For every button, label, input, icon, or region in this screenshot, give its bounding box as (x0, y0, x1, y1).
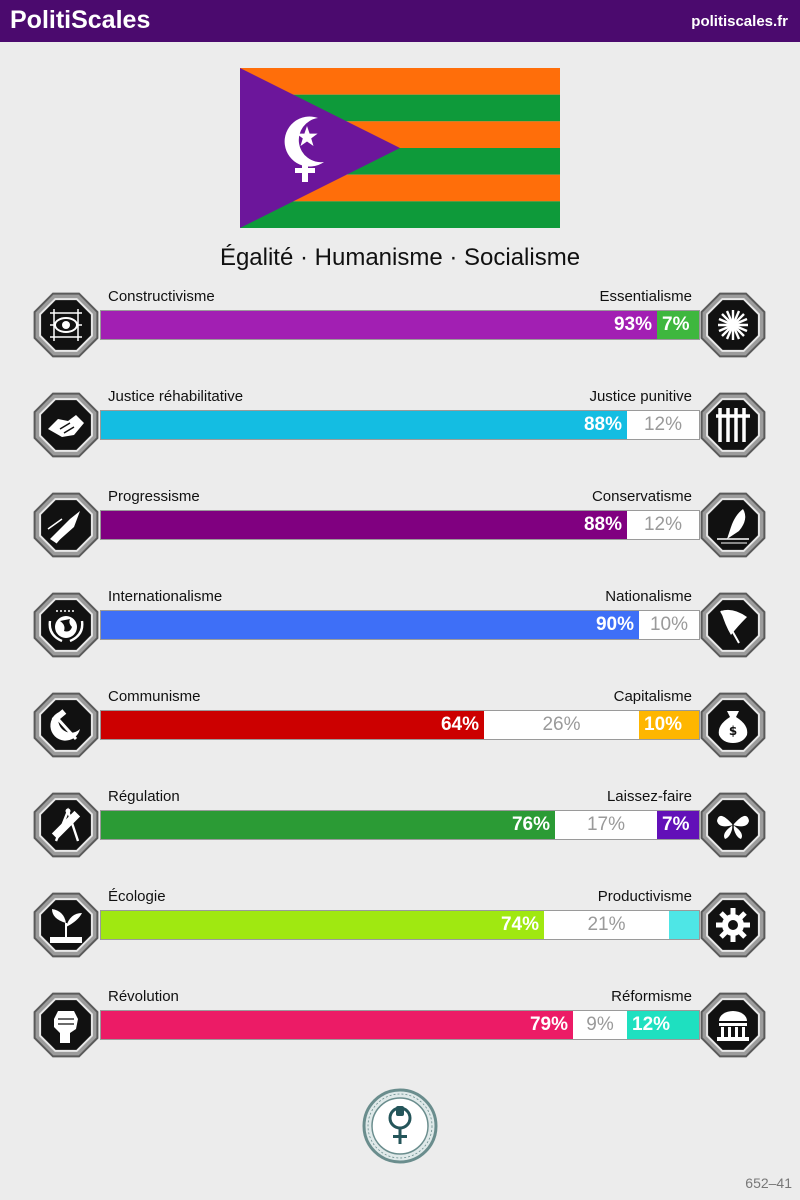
neutral-value-bar: 17% (555, 811, 657, 839)
right-value-bar: 7% (657, 811, 699, 839)
left-value-bar: 90% (101, 611, 639, 639)
brand-title[interactable]: PolitiScales (10, 6, 151, 34)
axis-2 (0, 488, 800, 568)
axis-bar (100, 810, 700, 840)
prison-bars-icon (697, 389, 769, 461)
axis-left-label: Progressisme (108, 488, 200, 505)
axis-right-label: Essentialisme (599, 288, 692, 305)
axis-right-label: Justice punitive (589, 388, 692, 405)
left-value-bar: 88% (101, 411, 627, 439)
left-value-bar: 88% (101, 511, 627, 539)
neutral-value-bar: 12% (627, 411, 699, 439)
neutral-value-bar: 26% (484, 711, 639, 739)
neutral-value-bar: 12% (627, 511, 699, 539)
right-value-bar: 7% (657, 311, 699, 339)
feminism-seal-icon (362, 1088, 438, 1164)
left-value-bar: 79% (101, 1011, 573, 1039)
ruler-compass-icon (30, 789, 102, 861)
axis-7 (0, 988, 800, 1068)
flower-icon (697, 289, 769, 361)
result-code: 652–41 (745, 1175, 792, 1191)
axis-right-label: Conservatisme (591, 488, 692, 505)
quill-icon (697, 489, 769, 561)
header-bar (0, 0, 800, 42)
parliament-icon (697, 989, 769, 1061)
left-value-bar: 76% (101, 811, 555, 839)
axis-left-label: Révolution (108, 988, 179, 1005)
axis-bar (100, 410, 700, 440)
svg-text:$: $ (728, 724, 738, 738)
axis-left-label: Constructivisme (108, 288, 215, 305)
axis-bar (100, 1010, 700, 1040)
axis-bar (100, 510, 700, 540)
neutral-value-bar: 21% (544, 911, 669, 939)
axis-right-label: Capitalisme (613, 688, 692, 705)
axis-bar (100, 310, 700, 340)
neutral-value-bar: 9% (573, 1011, 627, 1039)
left-value-bar: 74% (101, 911, 544, 939)
axis-bar (100, 610, 700, 640)
right-value-bar: 10% (639, 711, 699, 739)
rocket-icon (30, 489, 102, 561)
eye-grid-icon (30, 289, 102, 361)
axis-bar (100, 710, 700, 740)
gear-icon (697, 889, 769, 961)
axis-1 (0, 388, 800, 468)
butterflies-icon (697, 789, 769, 861)
axis-right-label: Réformisme (611, 988, 692, 1005)
flag-image (240, 68, 560, 228)
neutral-value-bar: 10% (639, 611, 699, 639)
right-value-bar: 12% (627, 1011, 699, 1039)
axis-left-label: Communisme (108, 688, 201, 705)
axis-right-label: Nationalisme (605, 588, 692, 605)
site-link[interactable]: politiscales.fr (691, 13, 788, 30)
handshake-icon (30, 389, 102, 461)
axis-right-label: Laissez-faire (606, 788, 692, 805)
motto: Égalité · Humanisme · Socialisme (219, 244, 581, 271)
axis-bar (100, 910, 700, 940)
right-value-bar (669, 911, 699, 939)
axis-0 (0, 288, 800, 368)
axis-left-label: Justice réhabilitative (108, 388, 244, 405)
money-bag-icon (697, 689, 769, 761)
axis-left-label: Régulation (108, 788, 180, 805)
left-value-bar: 64% (101, 711, 484, 739)
axis-5 (0, 788, 800, 868)
axis-right-label: Productivisme (597, 888, 692, 905)
axis-6 (0, 888, 800, 968)
sprout-icon (30, 889, 102, 961)
raised-fist-icon (30, 989, 102, 1061)
hammer-sickle-icon (30, 689, 102, 761)
globe-laurel-icon (30, 589, 102, 661)
axis-4 (0, 688, 800, 768)
left-value-bar: 93% (101, 311, 657, 339)
axis-left-label: Internationalisme (108, 588, 223, 605)
flag-icon (697, 589, 769, 661)
axis-3 (0, 588, 800, 668)
axis-left-label: Écologie (108, 888, 166, 905)
